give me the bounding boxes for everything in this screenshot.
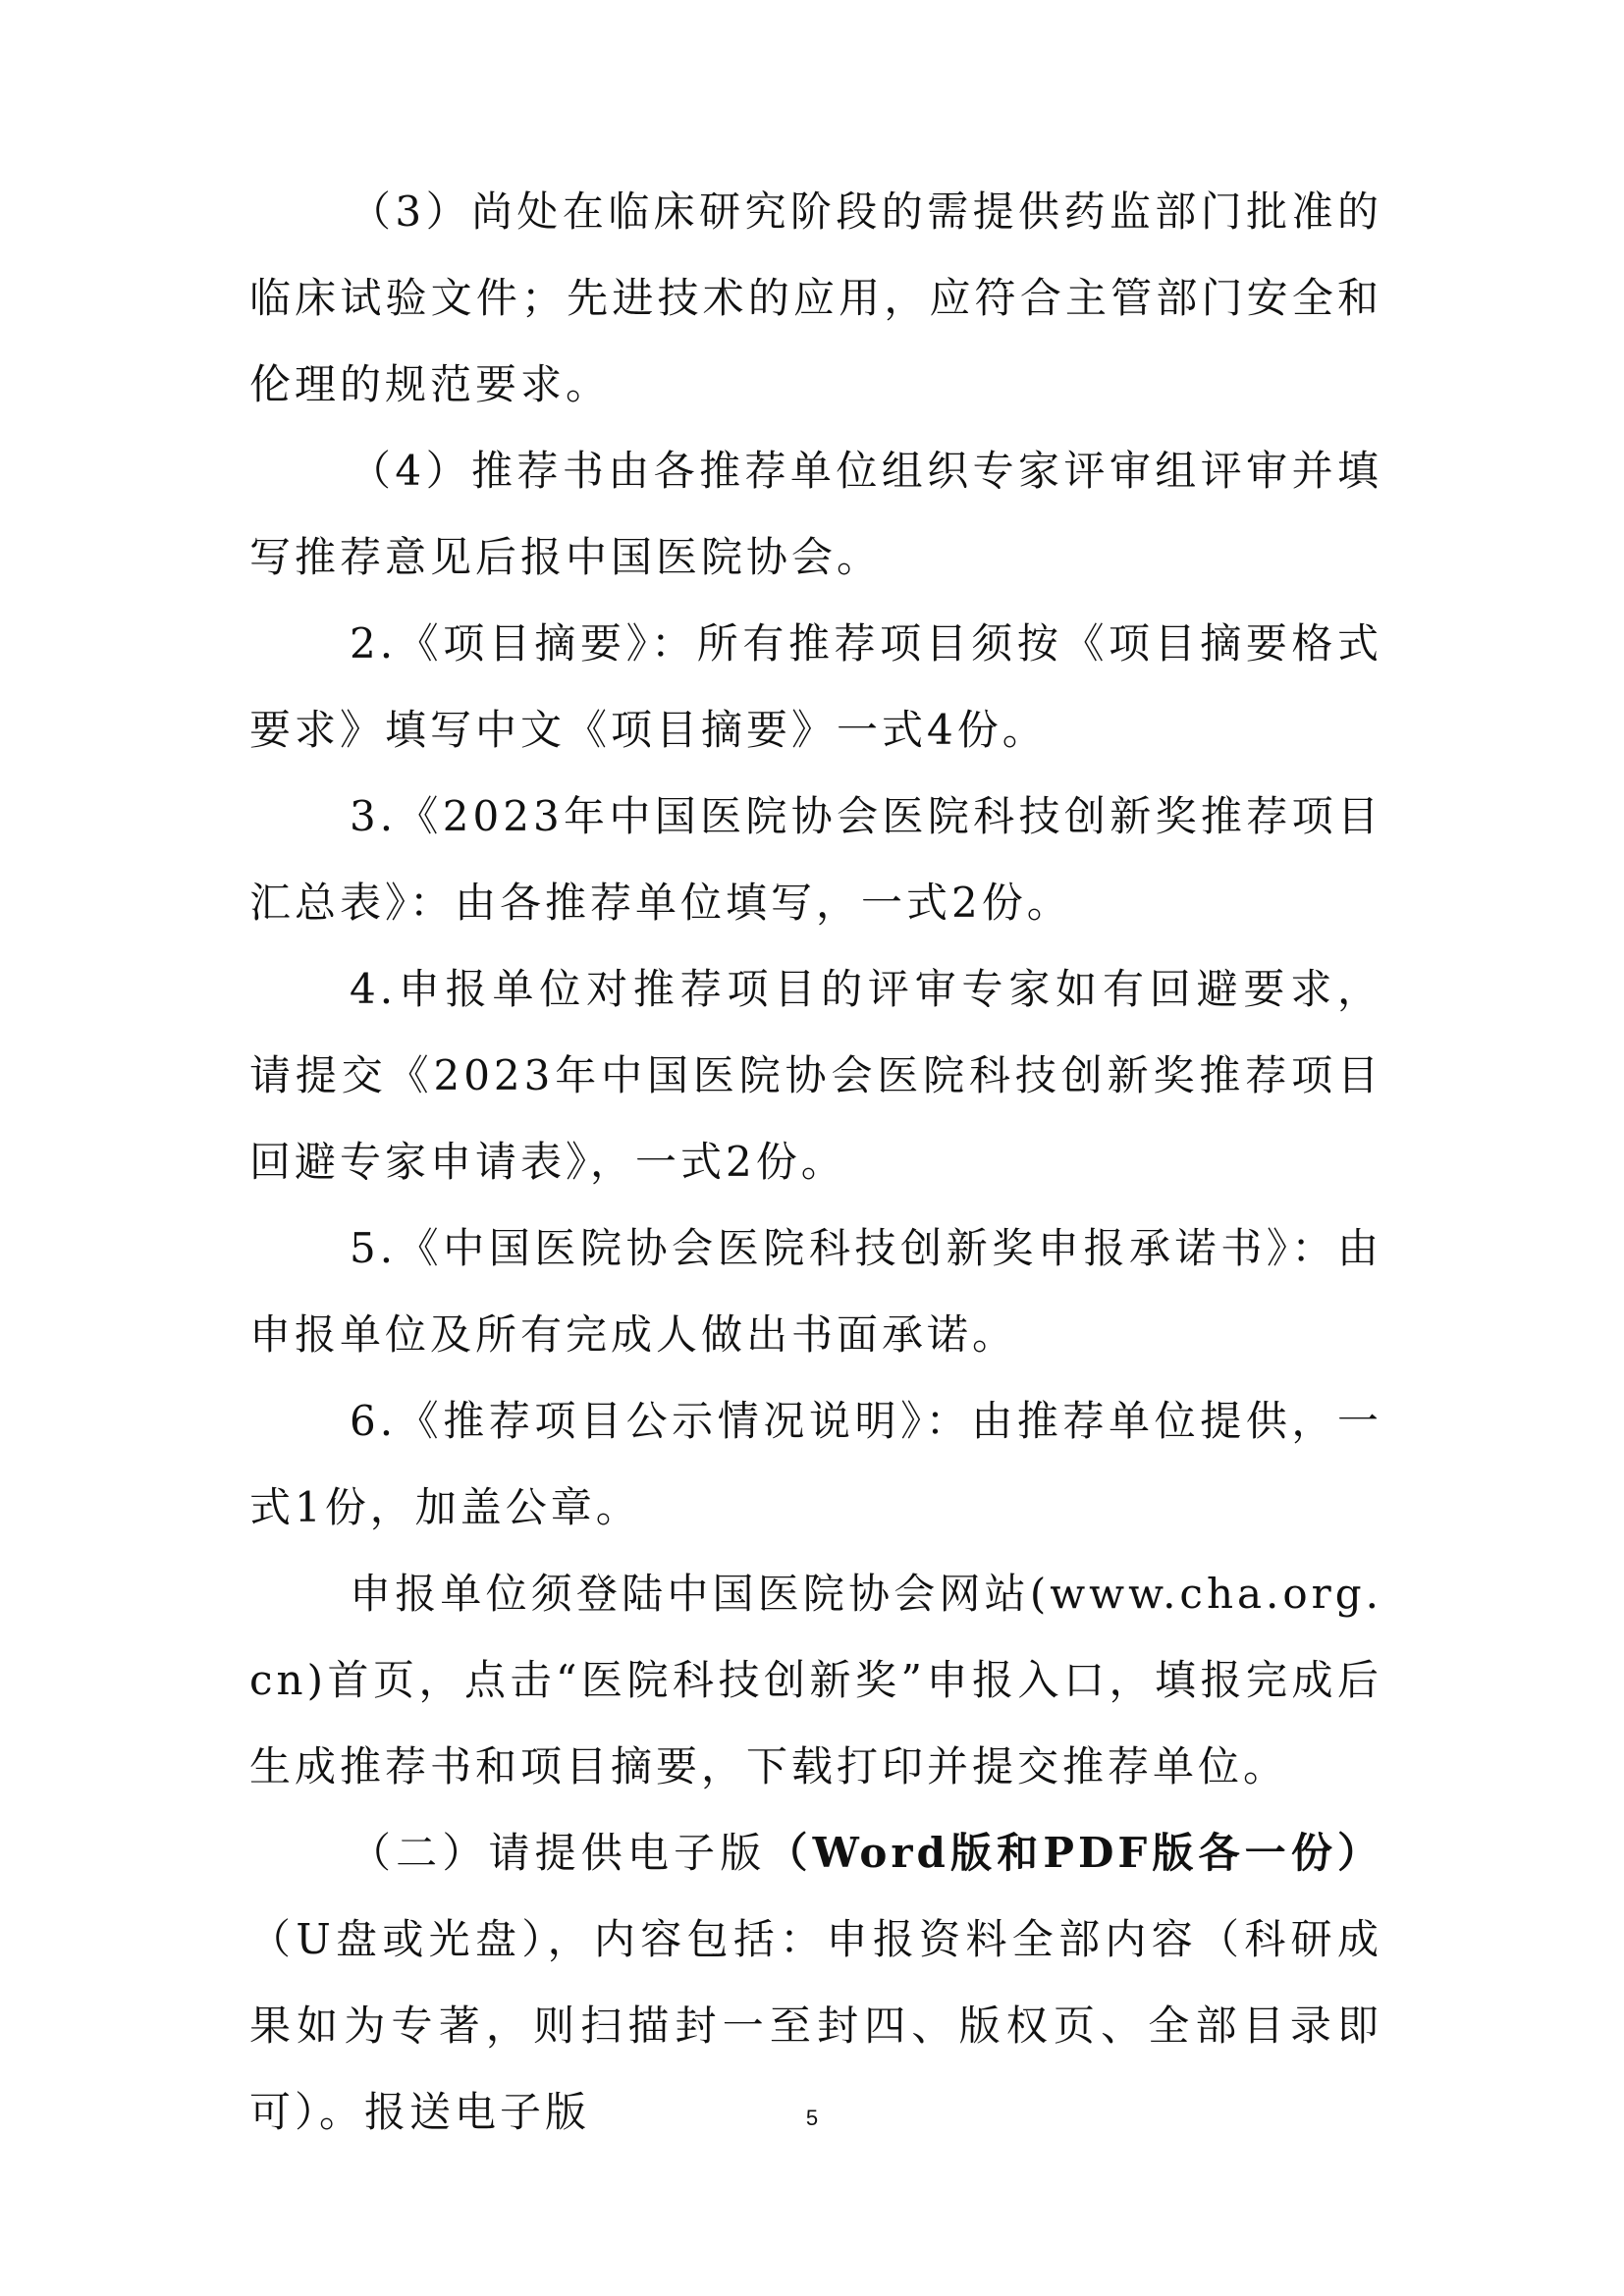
paragraph-electronic-version <box>249 1810 1382 2156</box>
document-body <box>249 169 1382 2156</box>
electronic-version-format-bold: （Word版和PDF版各一份） <box>766 1829 1382 1877</box>
paragraph-commitment-letter: 5.《中国医院协会医院科技创新奖申报承诺书》：由申报单位及所有完成人做出书面承诺。 <box>249 1224 1382 1359</box>
paragraph-publicity-statement: 6.《推荐项目公示情况说明》：由推荐单位提供，一式1份，加盖公章。 <box>249 1397 1382 1531</box>
page-number: 5 <box>805 2106 819 2130</box>
paragraph-clinical-trial: （3）尚处在临床研究阶段的需提供药监部门批准的临床试验文件；先进技术的应用，应符合主管部门安全和伦理的规范要求。 <box>249 187 1382 408</box>
electronic-version-intro: （二）请提供电子版 <box>350 1829 767 1877</box>
paragraph-project-summary: 2.《项目摘要》：所有推荐项目须按《项目摘要格式要求》填写中文《项目摘要》一式4份。 <box>249 619 1382 754</box>
paragraph-avoidance-request: 4.申报单位对推荐项目的评审专家如有回避要求，请提交《2023年中国医院协会医院科技创新奖推荐项目回避专家申请表》，一式2份。 <box>249 965 1382 1186</box>
paragraph-summary-table: 3.《2023年中国医院协会医院科技创新奖推荐项目汇总表》：由各推荐单位填写，一式2份。 <box>249 792 1382 927</box>
paragraph-online-submission: 申报单位须登陆中国医院协会网站(www.cha.org.cn)首页，点击“医院科技创新奖”申报入口，填报完成后生成推荐书和项目摘要，下载打印并提交推荐单位。 <box>249 1570 1382 1790</box>
paragraph-recommendation-review: （4）推荐书由各推荐单位组织专家评审组评审并填写推荐意见后报中国医院协会。 <box>249 447 1382 581</box>
electronic-version-details: （U盘或光盘），内容包括：申报资料全部内容（科研成果如为专著，则扫描封一至封四、版权页、全部目录即可）。报送电子版 <box>249 1915 1382 2136</box>
